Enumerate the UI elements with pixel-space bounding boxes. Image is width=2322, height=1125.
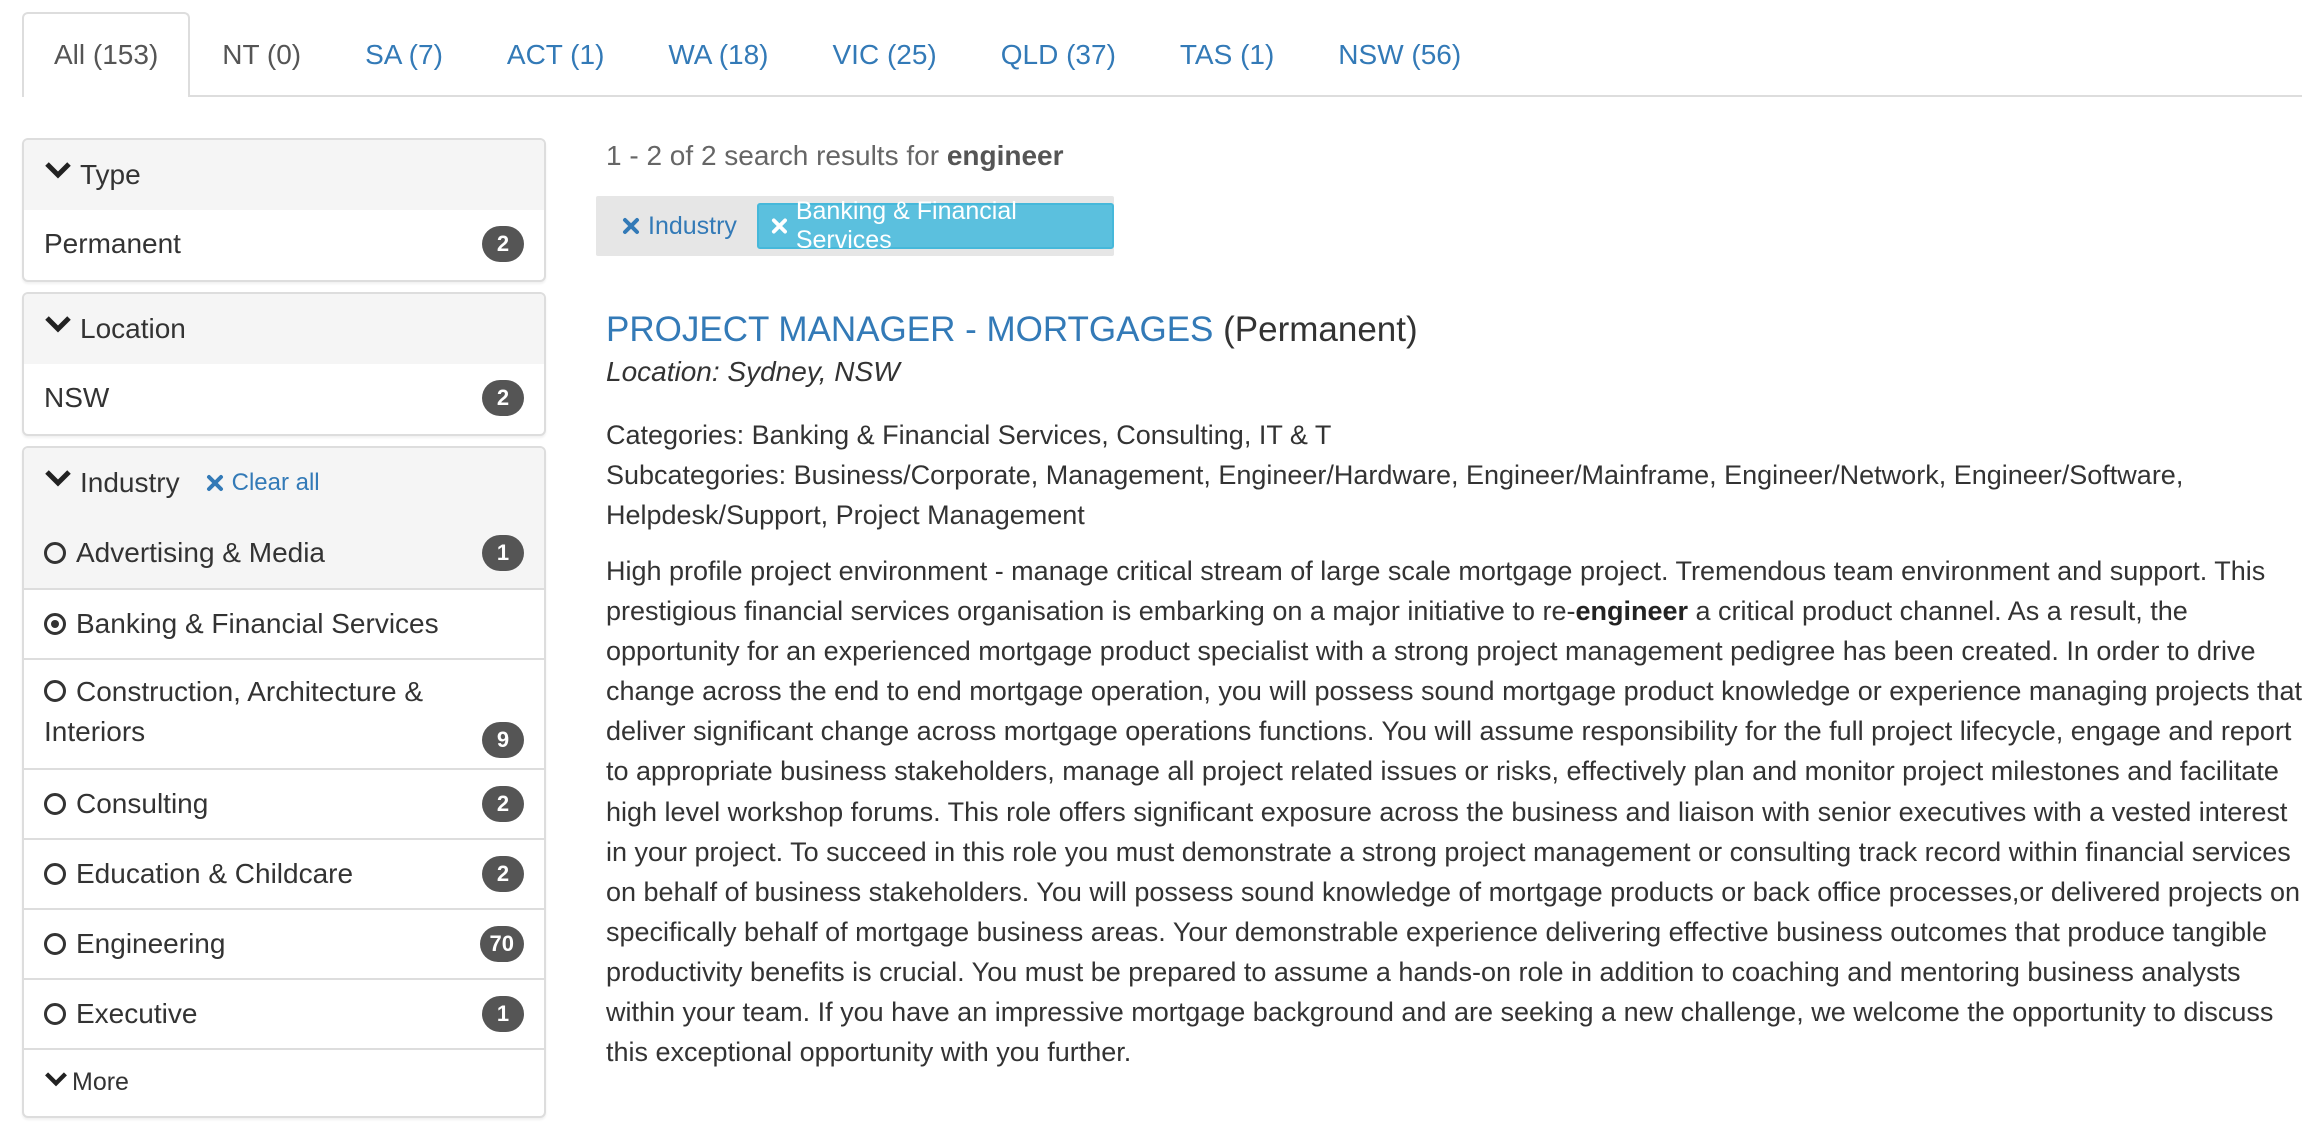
facet-item-engineering[interactable] [24,908,544,978]
job-subcategories: Subcategories: Business/Corporate, Management, Engineer/Hardware, Engineer/Mainframe, Engineer/Network, Engineer/Software, Helpdesk/Support, Project Management [606,460,2184,530]
chevron-down-icon [44,310,72,338]
radio-icon [44,680,66,702]
clear-all-link[interactable] [206,469,320,497]
job-title [606,310,1418,350]
count-badge: 70 [480,926,524,962]
description-text: High profile project environment - manage critical stream of large scale mortgage project. Tremendous team environment and support. This prestigious financial services organisation is embarking on a major initiative to re- [606,556,2266,627]
job-categories-block [606,415,2306,535]
location-panel-title: Location [80,313,186,344]
radio-checked-icon [44,613,66,635]
facet-item-label: Permanent [44,228,181,259]
chevron-down-icon [44,464,72,492]
job-description [606,551,2306,1072]
facet-item-banking-financial-services[interactable] [24,588,544,658]
count-badge: 2 [482,380,524,416]
facet-item-construction-architecture-interiors[interactable] [24,658,544,768]
more-toggle[interactable] [24,1048,544,1114]
clear-all-label: Clear all [231,469,320,496]
close-icon [771,217,788,235]
tab-act[interactable]: ACT (1) [506,39,605,70]
close-icon [206,474,224,492]
tab-wa[interactable]: WA (18) [668,39,769,70]
facet-item-label: Consulting [76,788,209,819]
results-summary [606,140,1064,172]
count-badge: 1 [482,535,524,571]
tab-sa[interactable]: SA (7) [365,39,443,70]
job-location: Location: Sydney, NSW [606,356,900,387]
job-categories: Categories: Banking & Financial Services, Consulting, IT & T [606,420,1332,450]
radio-icon [44,1003,66,1025]
chevron-down-icon [44,156,72,184]
location-panel-heading[interactable] [24,294,544,364]
tab-vic[interactable]: VIC (25) [832,39,937,70]
radio-icon [44,793,66,815]
radio-icon [44,933,66,955]
industry-panel-title: Industry [80,467,180,498]
job-type: (Permanent) [1223,310,1418,349]
radio-icon [44,542,66,564]
active-filters-bar [596,196,1114,256]
tab-nt: NT (0) [222,39,302,70]
type-panel-heading[interactable] [24,140,544,210]
remove-banking-filter[interactable] [757,197,1114,254]
state-tabs [22,12,2302,97]
radio-icon [44,863,66,885]
type-filter-panel [22,138,546,282]
industry-panel-heading[interactable] [24,448,544,518]
results-count-text: 1 - 2 of 2 search results for [606,140,947,171]
search-query: engineer [946,140,1064,171]
count-badge: 2 [482,226,524,262]
facet-item-label: Advertising & Media [76,537,326,568]
filter-tag-label: Industry [648,211,737,240]
job-title-link[interactable]: PROJECT MANAGER - MORTGAGES [606,310,1214,349]
description-text-rest: a critical product channel. As a result, the opportunity for an experienced mortgage product specialist with a strong project management pedigree has been created. In order to drive change across the end to end mortgage operation, you will possess sound mortgage product knowledge or experience managing projects that deliver significant change across mortgage operations functions. You will assume responsibility for the full project lifecycle, engage and report to appropriate business stakeholders, manage all project related issues or risks, effectively plan and monitor project milestones and facilitate high level workshop forums. This role offers significant exposure across the business and liaison with senior executives with a vested interest in your project. To succeed in this role you must demonstrate a strong project management or consulting track record within financial services on behalf of business stakeholders. You will possess sound knowledge of mortgage products or back office processes,or delivered projects on specifically behalf of mortgage business areas. Your demonstrable experience delivering effective business outcomes that produce tangible productivity benefits is crucial. You must be prepared to assume a hands-on role in addition to coaching and mentoring business analysts within your team. If you have an impressive mortgage background and are seeking a new challenge, we welcome the opportunity to discuss this exceptional opportunity with you further. [606,596,2303,1068]
facet-item-consulting[interactable] [24,768,544,838]
facet-item-nsw[interactable] [24,364,544,432]
count-badge: 9 [482,722,524,758]
type-panel-title: Type [80,159,141,190]
count-badge: 1 [482,996,524,1032]
count-badge: 2 [482,786,524,822]
facet-item-label: Engineering [76,928,226,959]
facet-item-advertising-media[interactable] [24,518,544,588]
facet-item-label: NSW [44,382,110,413]
location-filter-panel [22,292,546,436]
description-highlight: engineer [1575,596,1689,627]
tab-qld[interactable]: QLD (37) [1000,39,1116,70]
industry-filter-panel [22,446,546,1118]
tab-tas[interactable]: TAS (1) [1179,39,1275,70]
more-label: More [72,1067,129,1096]
tab-all[interactable]: All (153) [22,12,190,97]
tab-nsw[interactable]: NSW (56) [1338,39,1462,70]
facet-item-label: Education & Childcare [76,858,354,889]
facet-item-permanent[interactable] [24,210,544,278]
remove-industry-filter[interactable] [610,203,749,249]
count-badge: 2 [482,856,524,892]
chevron-down-icon [44,1067,68,1091]
close-icon [622,217,640,235]
facet-item-executive[interactable] [24,978,544,1048]
facet-item-label: Executive [76,998,198,1029]
facet-item-education-childcare[interactable] [24,838,544,908]
filter-tag-label: Banking & Financial Services [795,197,1017,254]
facet-item-label: Construction, Architecture & Interiors [44,676,424,747]
facet-item-label: Banking & Financial Services [76,608,439,639]
